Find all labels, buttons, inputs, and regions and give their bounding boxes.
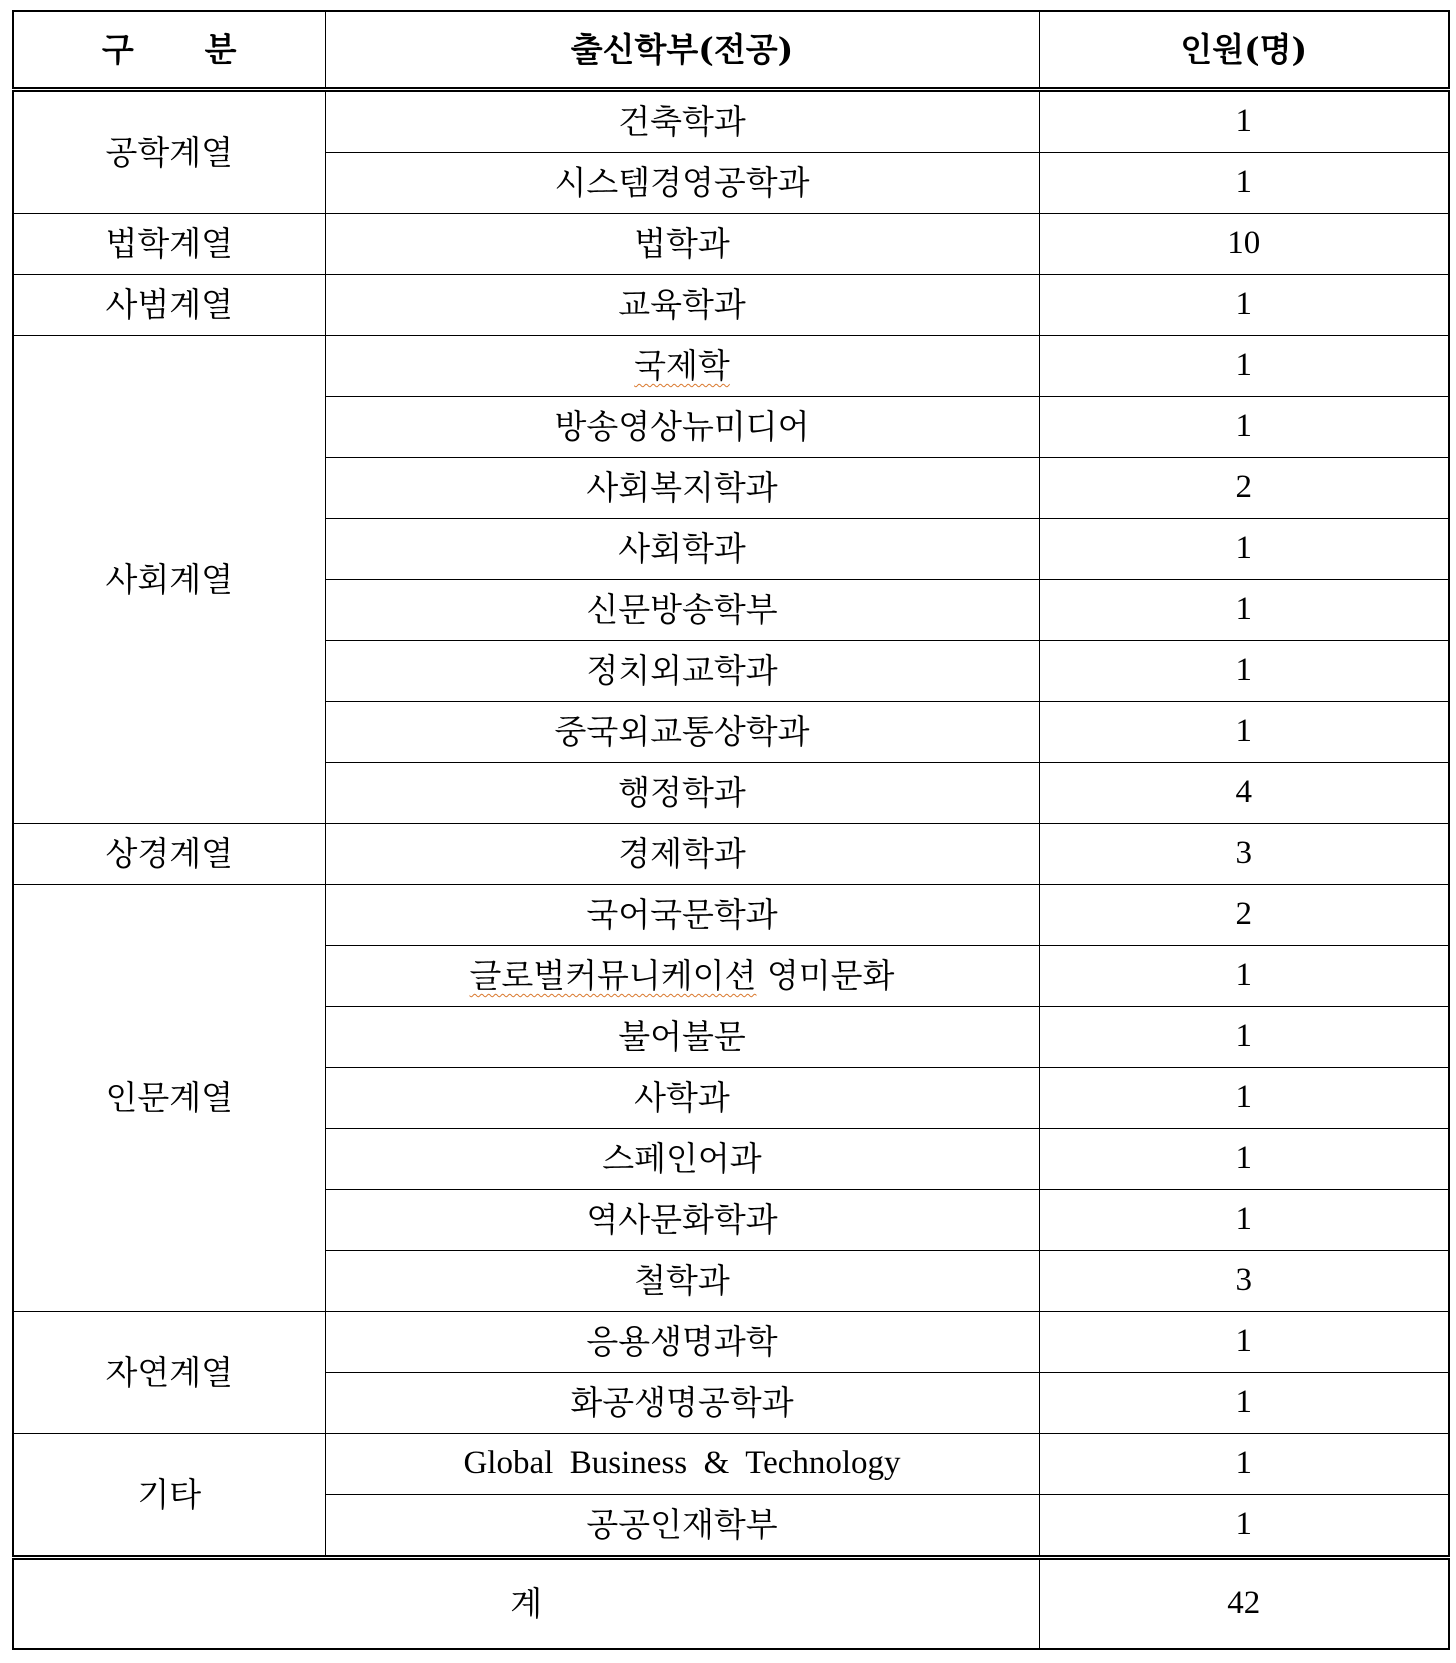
count-cell: 2 — [1039, 458, 1449, 519]
count-cell: 4 — [1039, 763, 1449, 824]
count-cell: 1 — [1039, 336, 1449, 397]
major-cell: 건축학과 — [325, 90, 1039, 153]
major-cell: 경제학과 — [325, 824, 1039, 885]
category-cell: 법학계열 — [13, 214, 325, 275]
table-header-row — [13, 11, 1449, 90]
major-cell: 신문방송학부 — [325, 580, 1039, 641]
count-cell: 1 — [1039, 153, 1449, 214]
category-cell: 자연계열 — [13, 1312, 325, 1434]
major-cell: 역사문화학과 — [325, 1190, 1039, 1251]
header-category: 구 분 — [13, 11, 325, 90]
count-cell: 1 — [1039, 275, 1449, 336]
major-cell — [325, 336, 1039, 397]
count-cell: 1 — [1039, 1007, 1449, 1068]
count-cell: 1 — [1039, 519, 1449, 580]
count-cell: 1 — [1039, 580, 1449, 641]
enrollment-table — [12, 10, 1450, 1650]
major-cell: 화공생명공학과 — [325, 1373, 1039, 1434]
major-cell: 법학과 — [325, 214, 1039, 275]
major-cell: 시스템경영공학과 — [325, 153, 1039, 214]
major-cell: 사학과 — [325, 1068, 1039, 1129]
count-cell: 1 — [1039, 1129, 1449, 1190]
category-cell: 상경계열 — [13, 824, 325, 885]
count-cell: 1 — [1039, 1068, 1449, 1129]
major-cell: Global Business & Technology — [325, 1434, 1039, 1495]
count-cell: 1 — [1039, 1312, 1449, 1373]
count-cell: 1 — [1039, 641, 1449, 702]
category-cell: 사범계열 — [13, 275, 325, 336]
major-cell: 행정학과 — [325, 763, 1039, 824]
major-cell: 중국외교통상학과 — [325, 702, 1039, 763]
major-cell: 정치외교학과 — [325, 641, 1039, 702]
total-row — [13, 1558, 1449, 1650]
major-cell: 철학과 — [325, 1251, 1039, 1312]
major-cell: 국어국문학과 — [325, 885, 1039, 946]
table-body — [13, 90, 1449, 1558]
major-cell: 사회학과 — [325, 519, 1039, 580]
count-cell: 2 — [1039, 885, 1449, 946]
count-cell: 10 — [1039, 214, 1449, 275]
count-cell: 1 — [1039, 702, 1449, 763]
spellcheck-underline: 국제학 — [634, 346, 730, 386]
count-cell: 3 — [1039, 1251, 1449, 1312]
table-row — [13, 885, 1449, 946]
table-row — [13, 90, 1449, 153]
major-cell: 스페인어과 — [325, 1129, 1039, 1190]
header-major: 출신학부(전공) — [325, 11, 1039, 90]
major-cell: 방송영상뉴미디어 — [325, 397, 1039, 458]
count-cell: 1 — [1039, 90, 1449, 153]
count-cell: 1 — [1039, 1495, 1449, 1558]
table-row — [13, 336, 1449, 397]
major-cell: 글로벌커뮤니케이션 영미문화 — [325, 946, 1039, 1007]
major-cell: 교육학과 — [325, 275, 1039, 336]
table-row — [13, 1312, 1449, 1373]
count-cell: 1 — [1039, 397, 1449, 458]
table-row — [13, 824, 1449, 885]
count-cell: 1 — [1039, 1190, 1449, 1251]
major-cell: 응용생명과학 — [325, 1312, 1039, 1373]
table-row — [13, 1434, 1449, 1495]
major-cell: 공공인재학부 — [325, 1495, 1039, 1558]
count-cell: 3 — [1039, 824, 1449, 885]
total-label: 계 — [13, 1558, 1039, 1650]
header-count: 인원(명) — [1039, 11, 1449, 90]
spellcheck-underline: 글로벌커뮤니케이션 — [469, 956, 757, 996]
total-count: 42 — [1039, 1558, 1449, 1650]
count-cell: 1 — [1039, 1434, 1449, 1495]
table-row — [13, 214, 1449, 275]
category-cell: 인문계열 — [13, 885, 325, 1312]
category-cell: 사회계열 — [13, 336, 325, 824]
category-cell: 공학계열 — [13, 90, 325, 214]
count-cell: 1 — [1039, 1373, 1449, 1434]
count-cell: 1 — [1039, 946, 1449, 1007]
category-cell: 기타 — [13, 1434, 325, 1558]
table-row — [13, 275, 1449, 336]
major-cell: 불어불문 — [325, 1007, 1039, 1068]
major-cell: 사회복지학과 — [325, 458, 1039, 519]
